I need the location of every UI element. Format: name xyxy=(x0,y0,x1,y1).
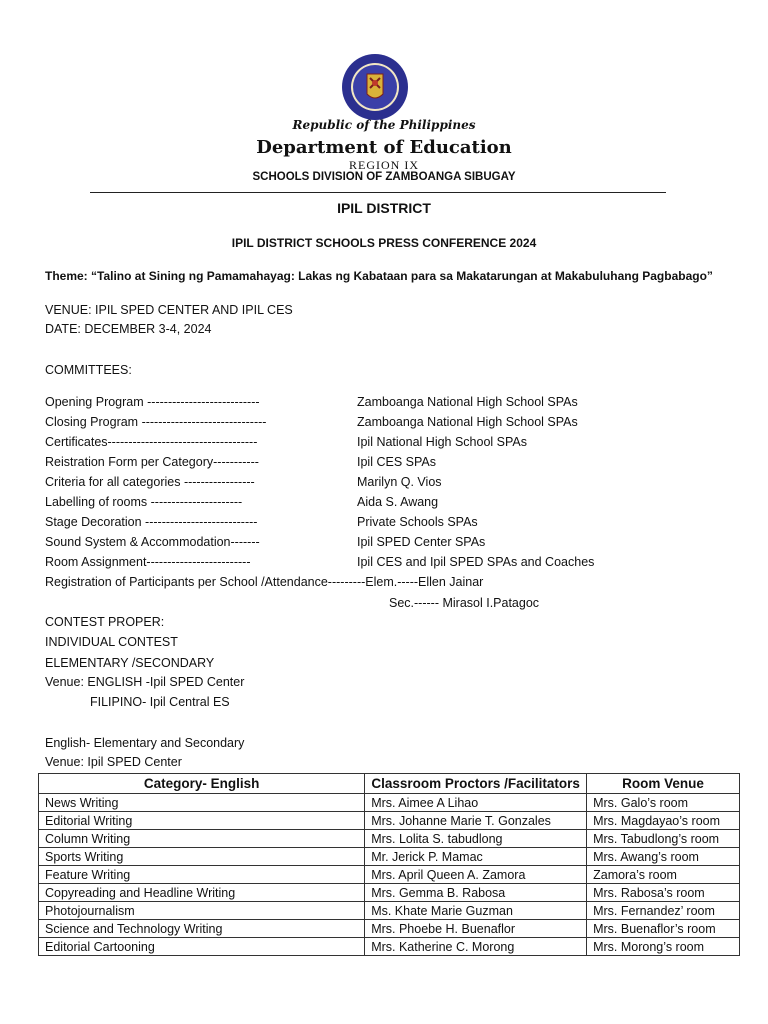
registration-line: Registration of Participants per School /Attendance---------Elem.-----Ellen Jainar xyxy=(45,575,484,589)
committee-task: Criteria for all categories ----------------- xyxy=(45,475,255,489)
proctor-cell: Ms. Khate Marie Guzman xyxy=(365,902,587,920)
district-title: IPIL DISTRICT xyxy=(337,200,431,216)
venue-filipino-line: FILIPINO- Ipil Central ES xyxy=(90,695,230,709)
room-cell: Mrs. Galo’s room xyxy=(587,794,740,812)
room-cell: Mrs. Buenaflor’s room xyxy=(587,920,740,938)
committee-assigned: Ipil CES SPAs xyxy=(357,455,436,469)
english-venue: Venue: Ipil SPED Center xyxy=(45,755,182,769)
room-cell: Mrs. Fernandez’ room xyxy=(587,902,740,920)
committee-assigned: Ipil SPED Center SPAs xyxy=(357,535,486,549)
room-cell: Mrs. Rabosa’s room xyxy=(587,884,740,902)
committee-assigned: Zamboanga National High School SPAs xyxy=(357,395,578,409)
committee-task: Certificates------------------------------------ xyxy=(45,435,258,449)
column-header: Classroom Proctors /Facilitators xyxy=(365,774,587,794)
category-cell: Feature Writing xyxy=(39,866,365,884)
region-heading: REGION IX xyxy=(349,158,419,172)
republic-heading: Republic of the Philippines xyxy=(292,118,476,132)
category-cell: Sports Writing xyxy=(39,848,365,866)
assignment-table xyxy=(38,773,740,956)
table-row xyxy=(39,866,740,884)
column-header: Category- English xyxy=(39,774,365,794)
room-cell: Mrs. Magdayao’s room xyxy=(587,812,740,830)
proctor-cell: Mrs. Lolita S. tabudlong xyxy=(365,830,587,848)
committees-label: COMMITTEES: xyxy=(45,363,132,377)
contest-proper-label: CONTEST PROPER: xyxy=(45,615,165,629)
committee-task: Sound System & Accommodation------- xyxy=(45,535,260,549)
category-cell: Column Writing xyxy=(39,830,365,848)
committee-assigned: Marilyn Q. Vios xyxy=(357,475,442,489)
table-row xyxy=(39,884,740,902)
category-cell: Copyreading and Headline Writing xyxy=(39,884,365,902)
division-heading: SCHOOLS DIVISION OF ZAMBOANGA SIBUGAY xyxy=(252,171,516,183)
committee-assigned: Zamboanga National High School SPAs xyxy=(357,415,578,429)
venue-english-line: Venue: ENGLISH -Ipil SPED Center xyxy=(45,675,245,689)
conference-title: IPIL DISTRICT SCHOOLS PRESS CONFERENCE 2024 xyxy=(231,236,537,250)
committee-task: Reistration Form per Category----------- xyxy=(45,455,259,469)
elem-sec-label: ELEMENTARY /SECONDARY xyxy=(45,656,215,670)
committee-task: Labelling of rooms ---------------------- xyxy=(45,495,243,509)
proctor-cell: Mr. Jerick P. Mamac xyxy=(365,848,587,866)
table-header-row xyxy=(39,774,740,794)
table-row xyxy=(39,920,740,938)
committee-task: Room Assignment------------------------- xyxy=(45,555,251,569)
category-cell: Photojournalism xyxy=(39,902,365,920)
proctor-cell: Mrs. Johanne Marie T. Gonzales xyxy=(365,812,587,830)
table-row xyxy=(39,848,740,866)
category-cell: Editorial Cartooning xyxy=(39,938,365,956)
room-cell: Mrs. Tabudlong’s room xyxy=(587,830,740,848)
committee-assigned: Private Schools SPAs xyxy=(357,515,478,529)
department-heading: Department of Education xyxy=(256,137,512,158)
proctor-cell: Mrs. Gemma B. Rabosa xyxy=(365,884,587,902)
date-line: DATE: DECEMBER 3-4, 2024 xyxy=(45,322,212,336)
table-row xyxy=(39,938,740,956)
committee-assigned: Ipil CES and Ipil SPED SPAs and Coaches xyxy=(357,555,595,569)
proctor-cell: Mrs. Katherine C. Morong xyxy=(365,938,587,956)
proctor-cell: Mrs. Phoebe H. Buenaflor xyxy=(365,920,587,938)
proctor-cell: Mrs. Aimee A Lihao xyxy=(365,794,587,812)
committee-task: Opening Program --------------------------- xyxy=(45,395,260,409)
room-cell: Mrs. Morong’s room xyxy=(587,938,740,956)
room-cell: Zamora’s room xyxy=(587,866,740,884)
category-cell: Science and Technology Writing xyxy=(39,920,365,938)
theme-line: Theme: “Talino at Sining ng Pamamahayag: Lakas ng Kabataan para sa Makatarungan at Makabuluhang Pagbabago” xyxy=(45,269,713,283)
header-divider xyxy=(90,192,666,193)
venue-line: VENUE: IPIL SPED CENTER AND IPIL CES xyxy=(45,303,293,317)
committee-task: Stage Decoration --------------------------- xyxy=(45,515,258,529)
committee-assigned: Ipil National High School SPAs xyxy=(357,435,527,449)
proctor-cell: Mrs. April Queen A. Zamora xyxy=(365,866,587,884)
committee-assigned: Aida S. Awang xyxy=(357,495,439,509)
column-header: Room Venue xyxy=(587,774,740,794)
deped-seal-icon xyxy=(340,52,410,122)
category-cell: News Writing xyxy=(39,794,365,812)
english-heading: English- Elementary and Secondary xyxy=(45,736,245,750)
table-row xyxy=(39,812,740,830)
category-cell: Editorial Writing xyxy=(39,812,365,830)
table-row xyxy=(39,902,740,920)
table-row xyxy=(39,794,740,812)
table-row xyxy=(39,830,740,848)
room-cell: Mrs. Awang’s room xyxy=(587,848,740,866)
committee-task: Closing Program ------------------------------ xyxy=(45,415,267,429)
individual-contest-label: INDIVIDUAL CONTEST xyxy=(45,635,178,649)
registration-secondary: Sec.------ Mirasol I.Patagoc xyxy=(389,596,540,610)
